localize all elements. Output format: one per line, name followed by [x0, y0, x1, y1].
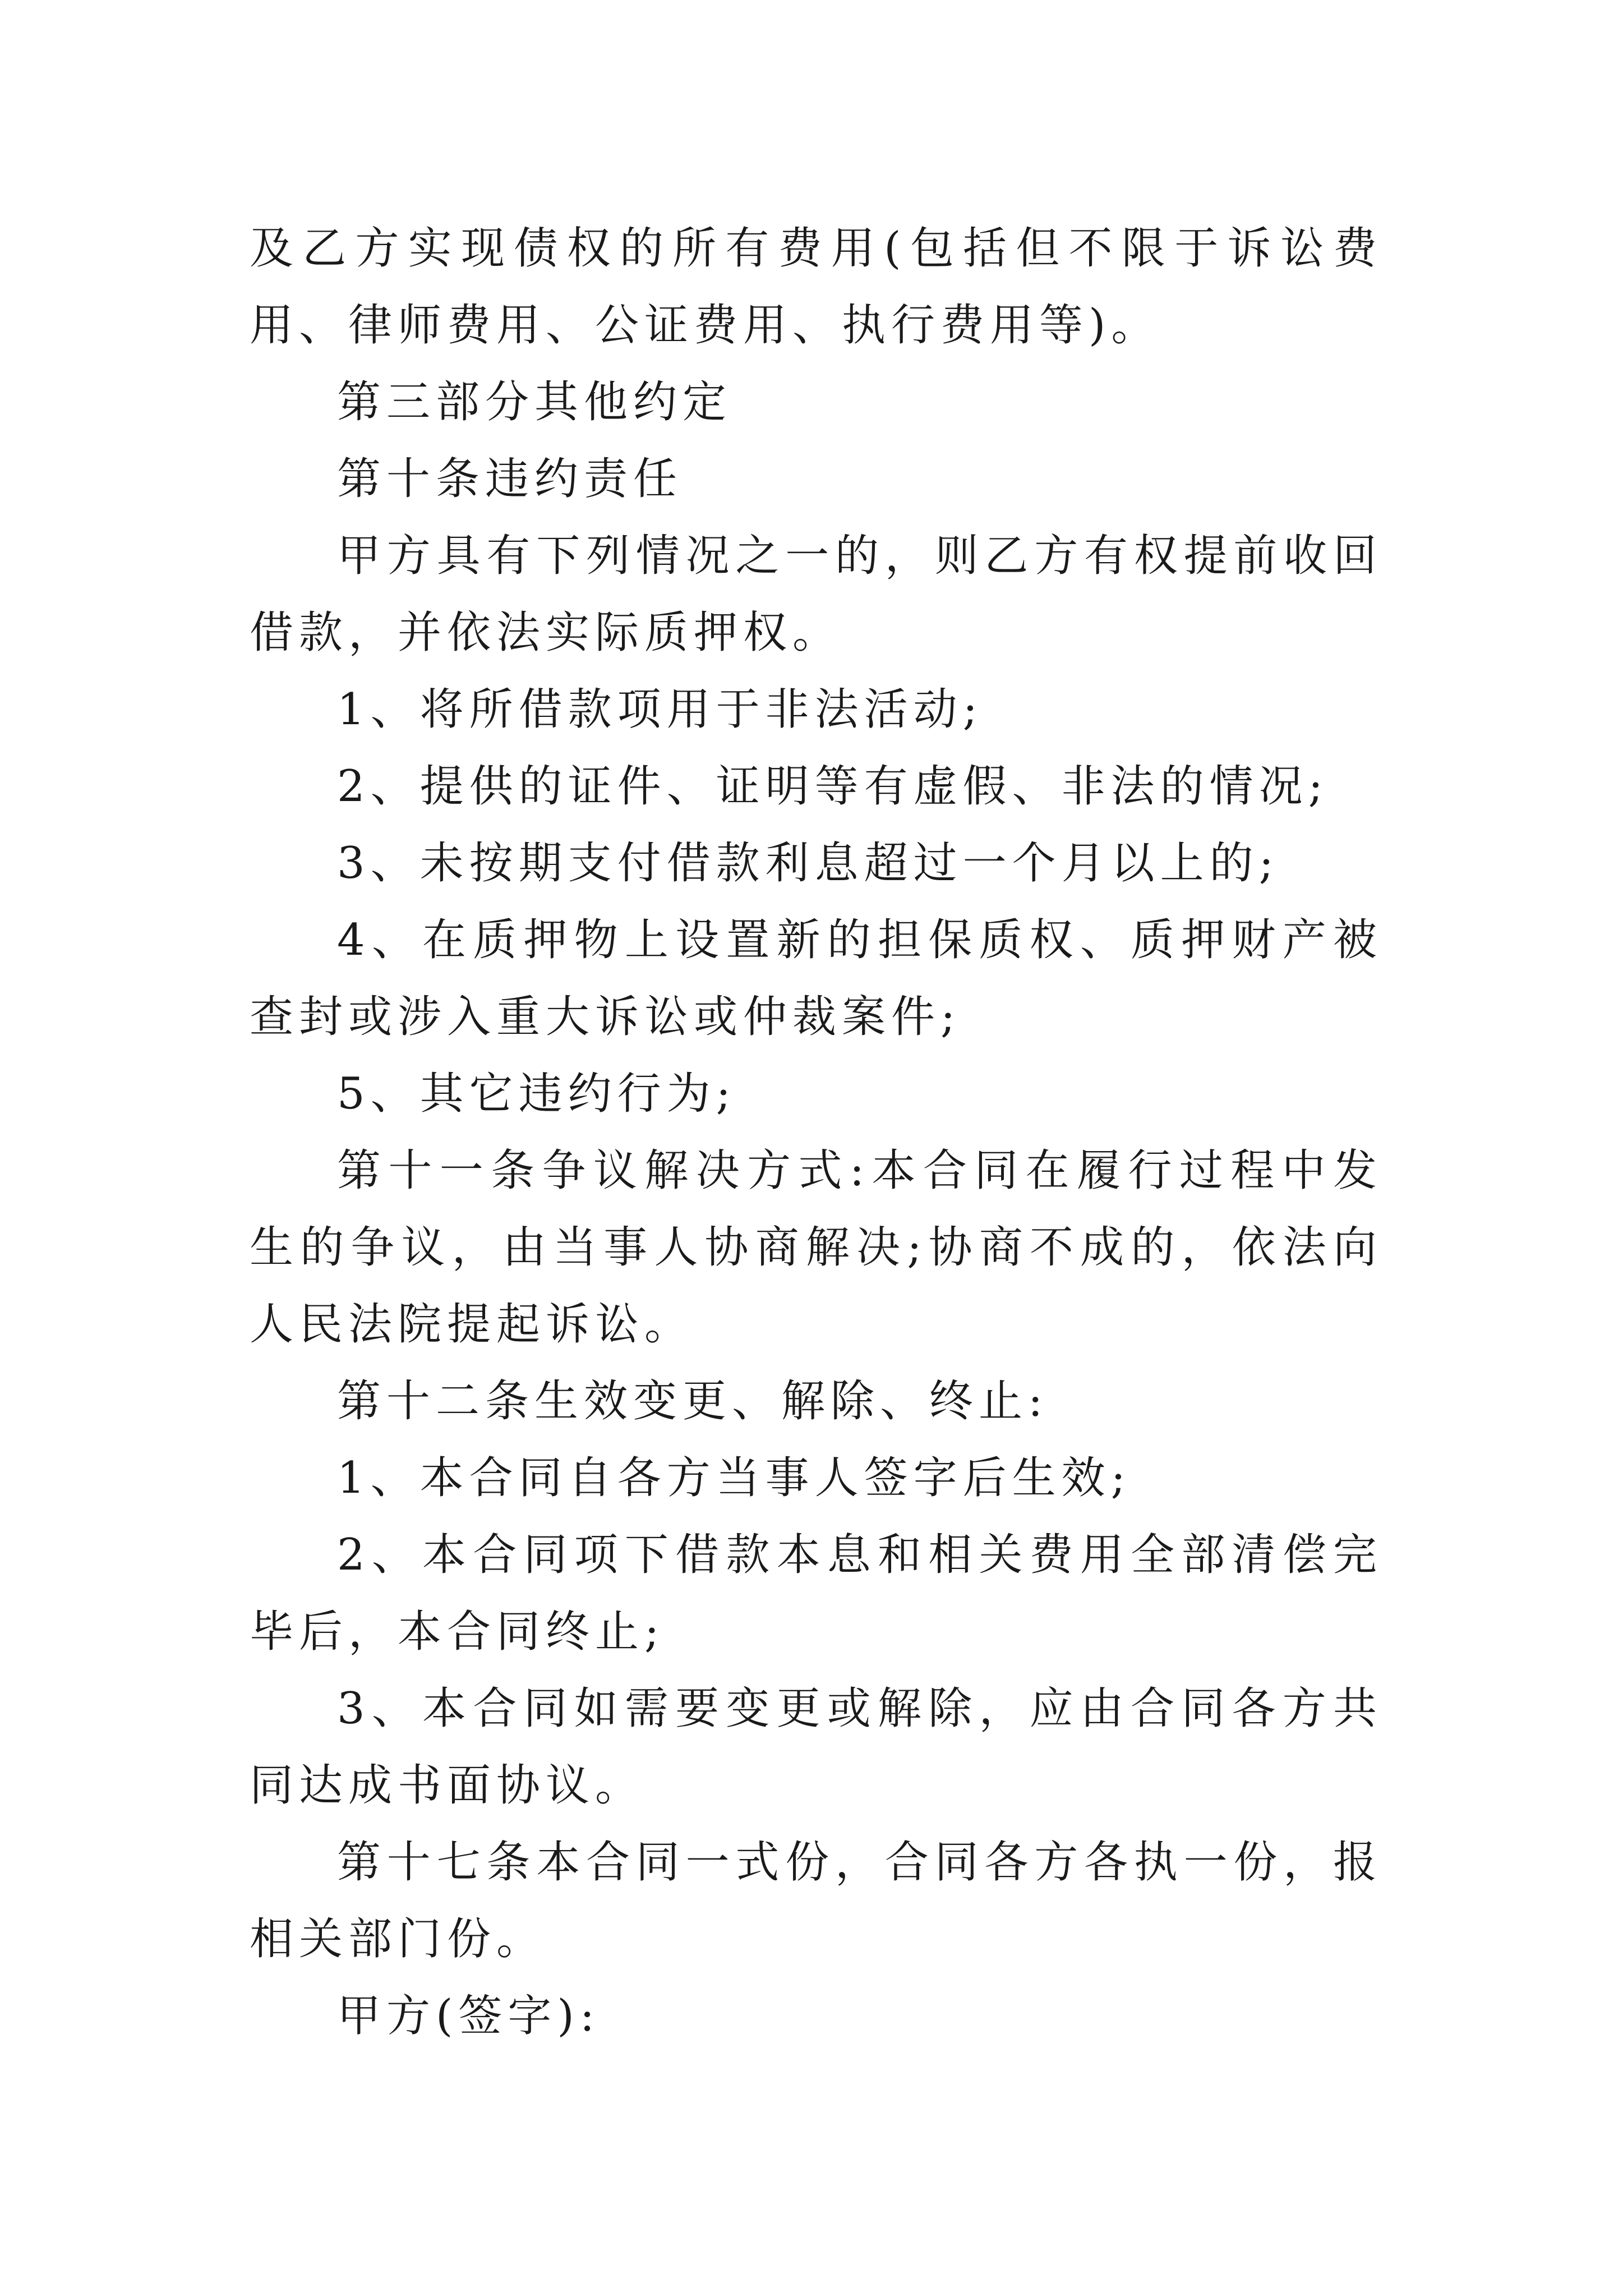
- article-10-heading: 第十条违约责任: [337, 454, 683, 504]
- list-item: 1、本合同自各方当事人签字后生效;: [337, 1453, 1131, 1503]
- list-item: 4、在质押物上设置新的担保质权、质押财产被查封或涉入重大诉讼或仲裁案件;: [250, 915, 1382, 1042]
- list-item: 1、将所借款项用于非法活动;: [337, 684, 983, 735]
- section-heading-other-terms: 第三部分其他约定: [337, 377, 732, 427]
- article-17-copies: 第十七条本合同一式份，合同各方各执一份，报相关部门份。: [250, 1837, 1382, 1964]
- list-item: 3、本合同如需要变更或解除，应由合同各方共同达成书面协议。: [250, 1683, 1382, 1811]
- article-11-dispute-resolution: 第十一条争议解决方式:本合同在履行过程中发生的争议，由当事人协商解决;协商不成的，依法向人民法院提起诉讼。: [250, 1145, 1382, 1350]
- party-a-signature-line: 甲方(签字):: [337, 1991, 601, 2041]
- list-item: 2、本合同项下借款本息和相关费用全部清偿完毕后，本合同终止;: [250, 1530, 1382, 1657]
- list-item: 2、提供的证件、证明等有虚假、非法的情况;: [337, 761, 1329, 812]
- list-item: 5、其它违约行为;: [337, 1069, 736, 1119]
- document-body: [250, 210, 1382, 2055]
- article-10-intro: 甲方具有下列情况之一的，则乙方有权提前收回借款，并依法实际质押权。: [250, 531, 1382, 658]
- list-item: 3、未按期支付借款利息超过一个月以上的;: [337, 838, 1279, 889]
- article-12-heading: 第十二条生效变更、解除、终止:: [337, 1376, 1049, 1427]
- paragraph-costs-continued: 及乙方实现债权的所有费用(包括但不限于诉讼费用、律师费用、公证费用、执行费用等)。: [250, 223, 1382, 351]
